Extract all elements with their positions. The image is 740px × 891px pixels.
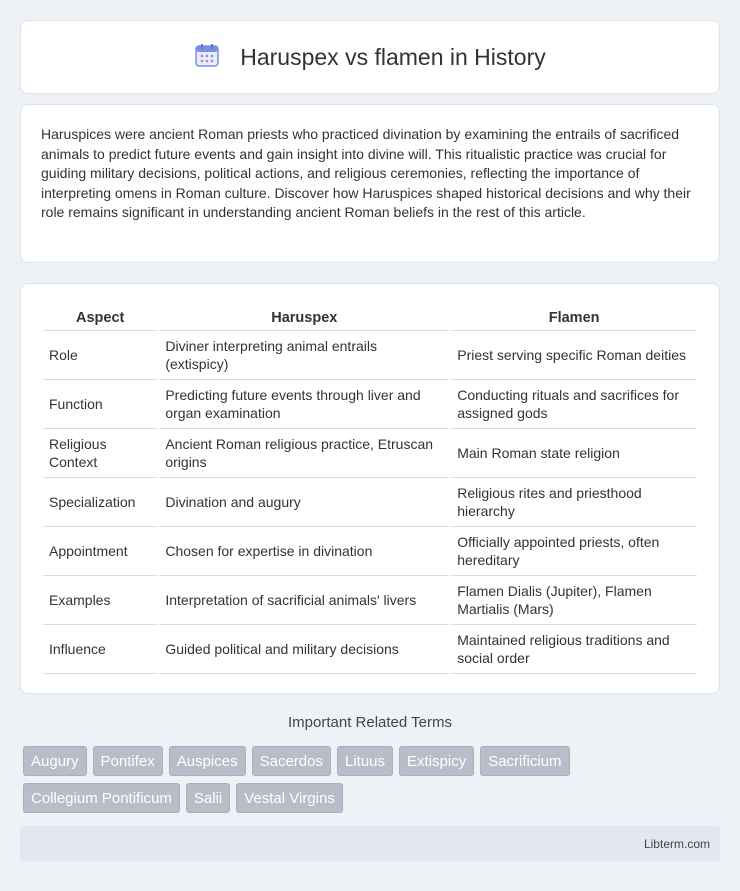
table-row [43,331,697,380]
intro-card [20,104,720,263]
cell-haruspex: Chosen for expertise in divination [159,527,449,576]
footer-site-link[interactable]: Libterm.com [643,836,710,851]
tag-sacerdos[interactable]: Sacerdos [252,746,331,776]
cell-flamen: Maintained religious traditions and social order [451,625,697,674]
cell-aspect: Appointment [43,527,157,576]
cell-flamen: Conducting rituals and sacrifices for assigned gods [451,380,697,429]
page-title: Haruspex vs flamen in History [240,43,546,70]
table-row [43,527,697,576]
table-row [43,429,697,478]
header-haruspex: Haruspex [159,302,449,331]
table-card [20,283,720,694]
cell-flamen: Officially appointed priests, often hereditary [451,527,697,576]
cell-flamen: Main Roman state religion [451,429,697,478]
tag-sacrificium[interactable]: Sacrificium [480,746,569,776]
tag-lituus[interactable]: Lituus [337,746,393,776]
tag-vestal-virgins[interactable]: Vestal Virgins [236,783,343,813]
related-tags [23,746,723,813]
title-wrap [194,42,546,73]
table-row [43,625,697,674]
table-header-row [43,302,697,331]
cell-haruspex: Divination and augury [159,478,449,527]
intro-paragraph: Haruspices were ancient Roman priests who practiced divination by examining the entrails of sacrificed animals to predict future events and gain insight into divine will. This ritualistic practice was crucial for guiding military decisions, political actions, and religious ceremonies, reflecting the importance of interpreting omens in Roman culture. Discover how Haruspices shaped historical decisions and why their role remains significant in understanding ancient Roman beliefs in the rest of this article. [41,126,691,221]
cell-haruspex: Guided political and military decisions [159,625,449,674]
tag-augury[interactable]: Augury [23,746,87,776]
header-card [20,20,720,94]
cell-flamen: Priest serving specific Roman deities [451,331,697,380]
cell-haruspex: Interpretation of sacrificial animals' livers [159,576,449,625]
cell-aspect: Specialization [43,478,157,527]
table-row [43,380,697,429]
cell-aspect: Influence [43,625,157,674]
cell-aspect: Examples [43,576,157,625]
table-row [43,576,697,625]
header-aspect: Aspect [43,302,157,331]
cell-flamen: Flamen Dialis (Jupiter), Flamen Martialis (Mars) [451,576,697,625]
cell-haruspex: Predicting future events through liver and organ examination [159,380,449,429]
calendar-icon [194,42,220,73]
tag-pontifex[interactable]: Pontifex [93,746,163,776]
tag-extispicy[interactable]: Extispicy [399,746,474,776]
cell-aspect: Religious Context [43,429,157,478]
cell-flamen: Religious rites and priesthood hierarchy [451,478,697,527]
tag-collegium-pontificum[interactable]: Collegium Pontificum [23,783,180,813]
comparison-table [41,302,699,674]
table-row [43,478,697,527]
header-flamen: Flamen [451,302,697,331]
cell-aspect: Role [43,331,157,380]
footer [20,826,720,861]
cell-haruspex: Diviner interpreting animal entrails (extispicy) [159,331,449,380]
tag-auspices[interactable]: Auspices [169,746,246,776]
related-terms-title: Important Related Terms [288,714,452,731]
cell-aspect: Function [43,380,157,429]
tag-salii[interactable]: Salii [186,783,230,813]
cell-haruspex: Ancient Roman religious practice, Etruscan origins [159,429,449,478]
